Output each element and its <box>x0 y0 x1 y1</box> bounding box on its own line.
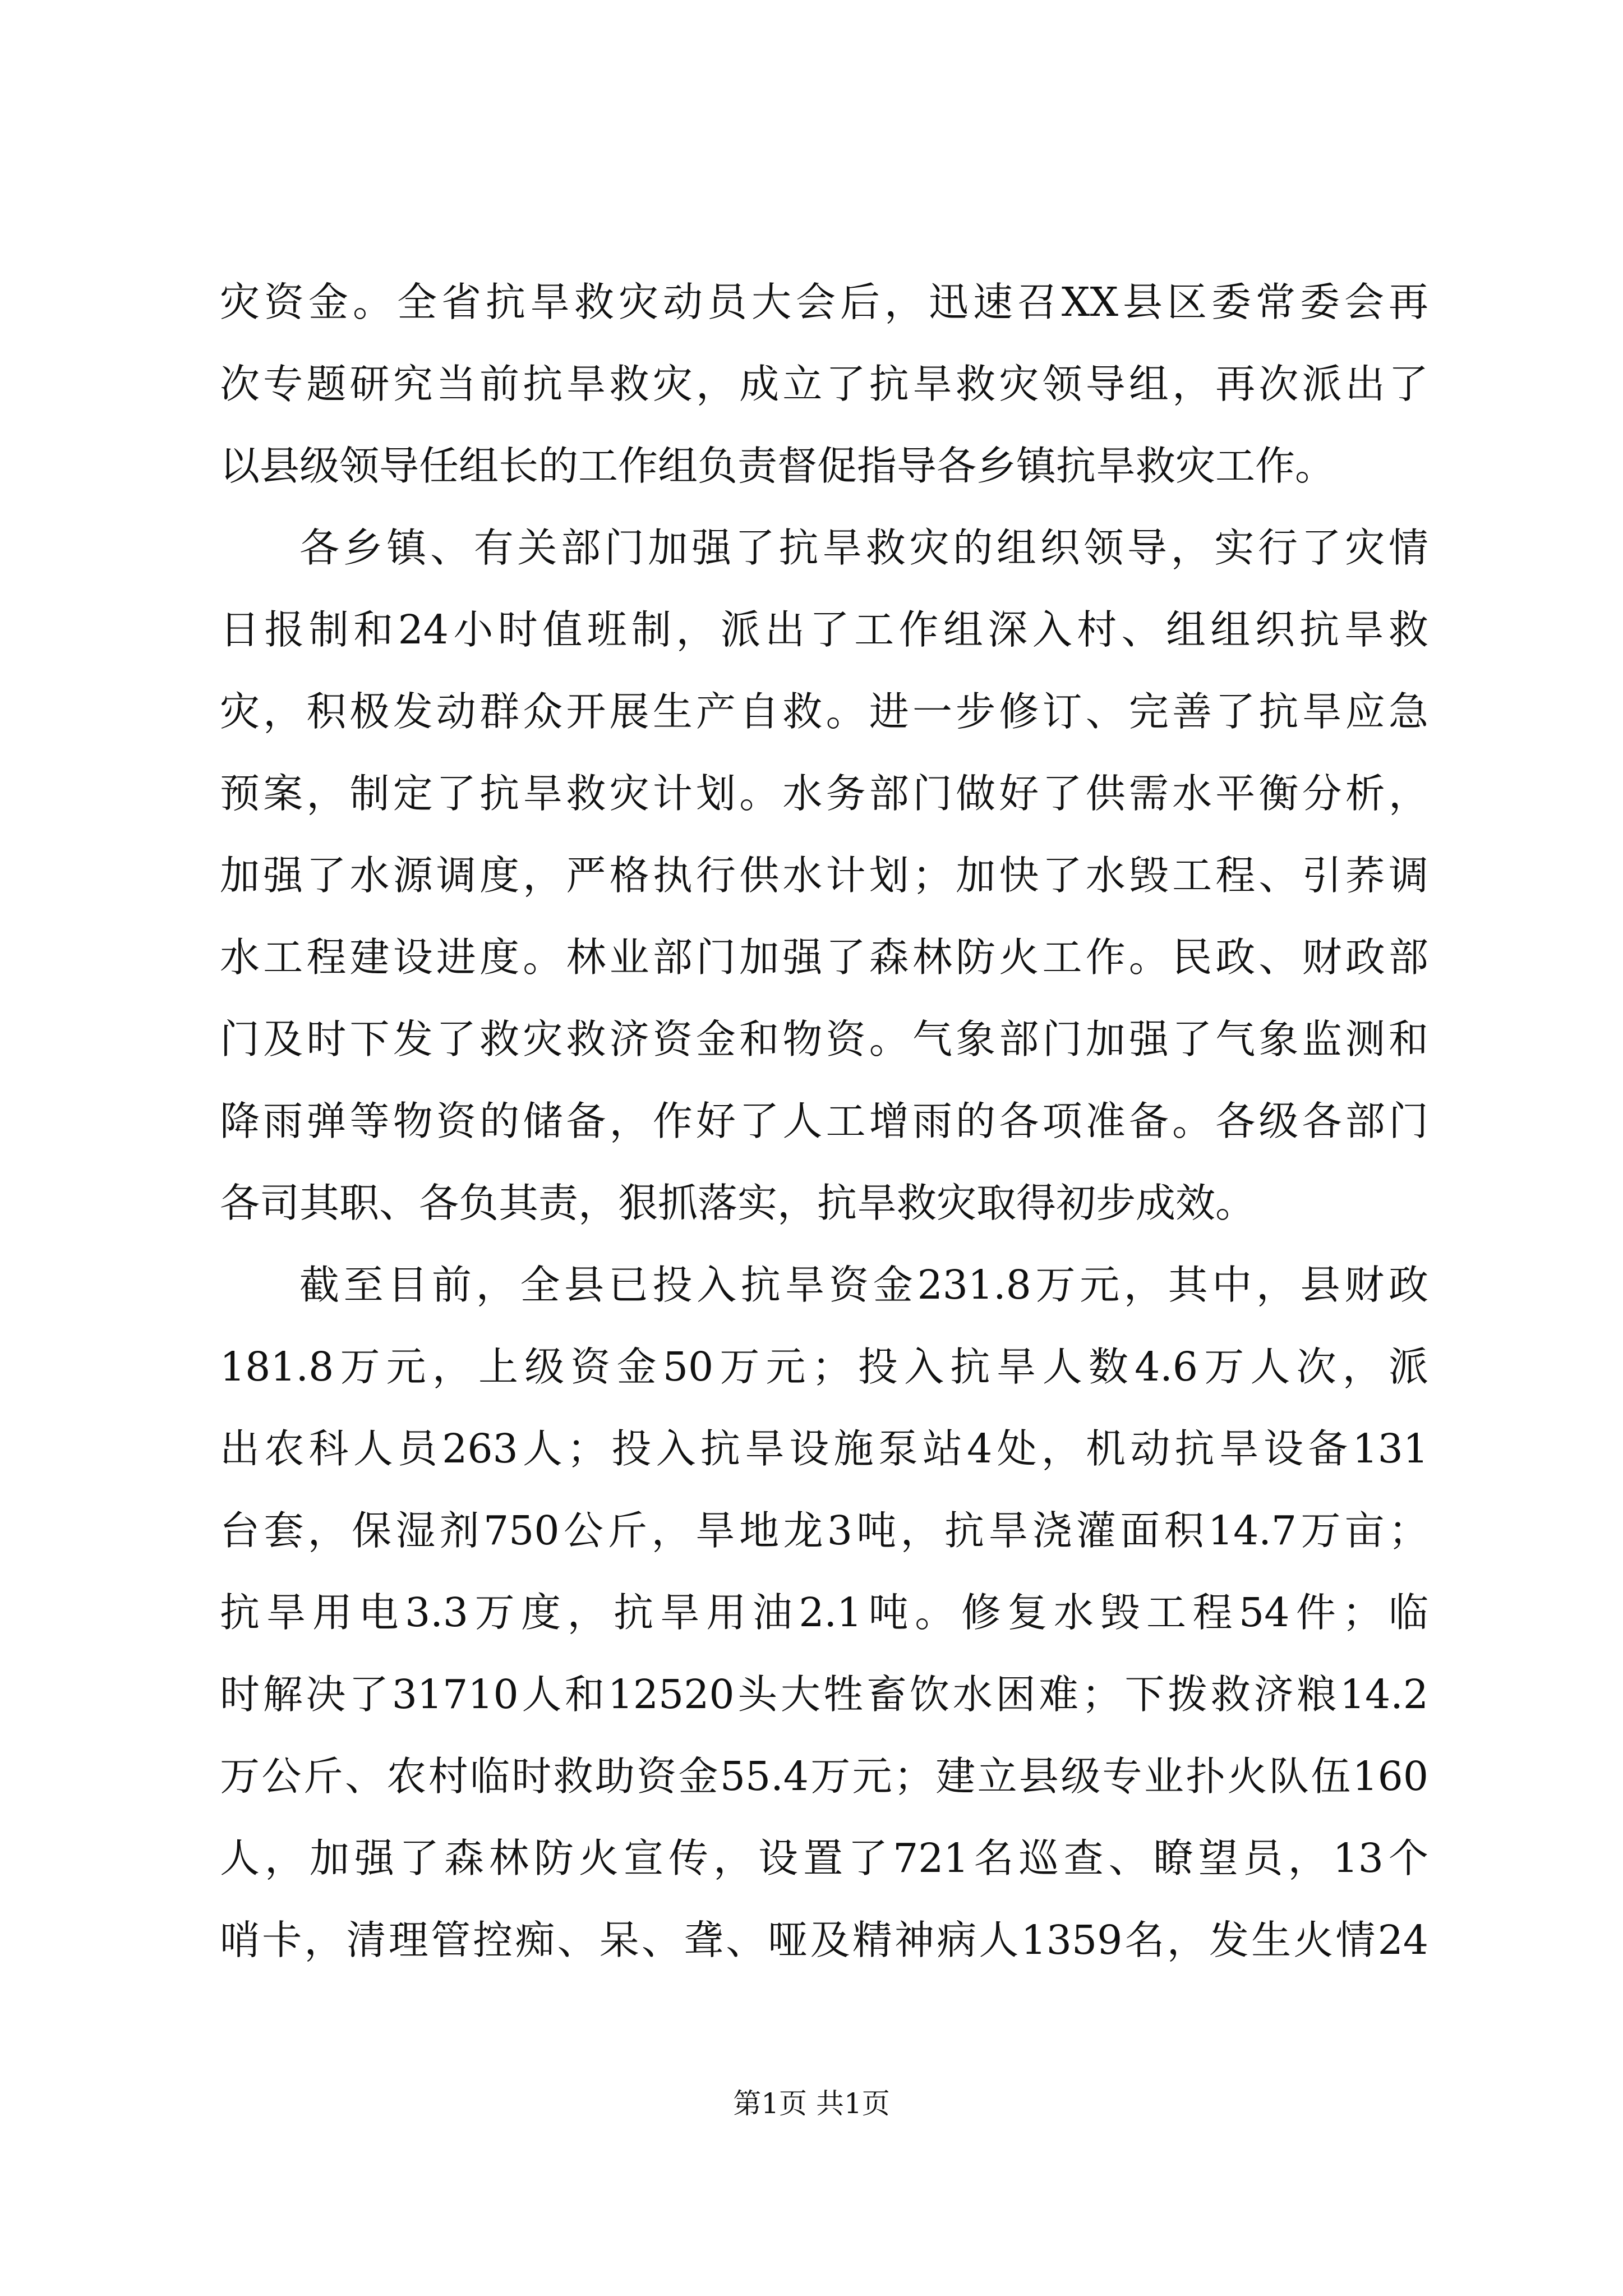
text-line: 抗旱用电3.3万度，抗旱用油2.1吨。修复水毁工程54件；临 <box>220 1589 1428 1636</box>
text-line: 加强了水源调度，严格执行供水计划；加快了水毁工程、引荞调 <box>220 852 1428 899</box>
text-line: 截至目前，全县已投入抗旱资金231.8万元，其中，县财政 <box>299 1262 1428 1308</box>
document-body <box>220 261 1428 1981</box>
text-line: 以县级领导任组长的工作组负责督促指导各乡镇抗旱救灾工作。 <box>220 443 1335 489</box>
page-footer <box>0 2087 1623 2120</box>
text-line: 降雨弹等物资的储备，作好了人工增雨的各项准备。各级各部门 <box>220 1098 1428 1144</box>
text-line: 日报制和24小时值班制，派出了工作组深入村、组组织抗旱救 <box>220 606 1428 653</box>
text-line: 出农科人员263人；投入抗旱设施泵站4处，机动抗旱设备131 <box>220 1425 1428 1472</box>
text-line: 灾，积极发动群众开展生产自救。进一步修订、完善了抗旱应急 <box>220 688 1428 735</box>
text-line: 各乡镇、有关部门加强了抗旱救灾的组织领导，实行了灾情 <box>299 524 1428 571</box>
text-line: 万公斤、农村临时救助资金55.4万元；建立县级专业扑火队伍160 <box>220 1753 1428 1800</box>
text-line: 人，加强了森林防火宣传，设置了721名巡查、瞭望员，13个 <box>220 1835 1428 1881</box>
text-line: 水工程建设进度。林业部门加强了森林防火工作。民政、财政部 <box>220 934 1428 981</box>
text-line: 门及时下发了救灾救济资金和物资。气象部门加强了气象监测和 <box>220 1016 1428 1062</box>
text-line: 各司其职、各负其责，狠抓落实，抗旱救灾取得初步成效。 <box>220 1180 1256 1226</box>
text-line: 次专题研究当前抗旱救灾，成立了抗旱救灾领导组，再次派出了 <box>220 361 1428 407</box>
text-line: 预案，制定了抗旱救灾计划。水务部门做好了供需水平衡分析， <box>220 770 1428 817</box>
text-line: 哨卡，清理管控痴、呆、聋、哑及精神病人1359名，发生火情24 <box>220 1917 1428 1963</box>
text-line: 台套，保湿剂750公斤，旱地龙3吨，抗旱浇灌面积14.7万亩； <box>220 1507 1428 1554</box>
text-line: 时解决了31710人和12520头大牲畜饮水困难；下拨救济粮14.2 <box>220 1671 1428 1718</box>
text-line: 181.8万元，上级资金50万元；投入抗旱人数4.6万人次，派 <box>220 1343 1428 1390</box>
text-line: 灾资金。全省抗旱救灾动员大会后，迅速召XX县区委常委会再 <box>220 279 1428 325</box>
page-number-label: 第1页 共1页 <box>733 2087 890 2120</box>
